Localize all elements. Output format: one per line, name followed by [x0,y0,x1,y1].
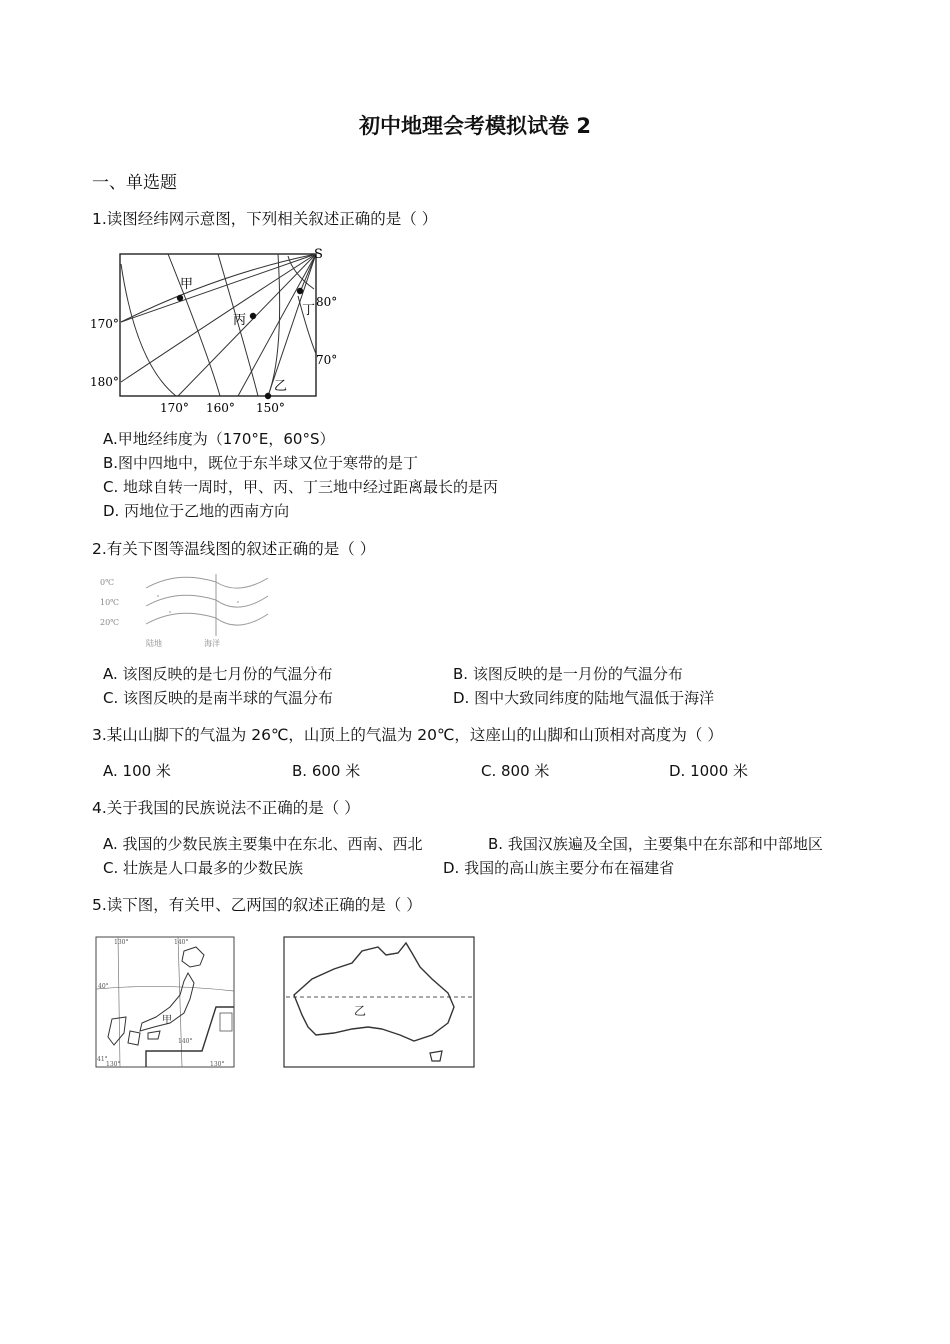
section-heading: 一、单选题 [92,173,177,193]
point-label-yi: 乙 [274,379,288,394]
australia-outline [294,943,454,1041]
q4-option-a: A. 我国的少数民族主要集中在东北、西南、西北 [103,835,423,853]
point-ding [297,288,303,294]
map2-country-label: 乙 [354,1004,367,1018]
q4-option-c: C. 壮族是人口最多的少数民族 [103,859,304,877]
question-3-stem: 3.某山山脚下的气温为 26℃，山顶上的气温为 20℃，这座山的山脚和山顶相对高度为（ ） [92,726,723,744]
meridian-line [168,254,220,396]
lon-label-left: 180° [90,375,119,389]
q1-option-b: B.图中四地中，既位于东半球又位于寒带的是丁 [103,454,419,472]
land-label: 陆地 [146,639,162,648]
q3-option-b: B. 600 米 [292,762,361,780]
pole-label: S [314,247,323,262]
map1-bottom-label: 130° [210,1061,225,1068]
tasmania-outline [430,1051,442,1061]
map1-bottom-label: 130° [106,1061,121,1068]
lat-label-right: 80° [316,295,338,309]
ray-line [121,254,316,322]
question-2-stem: 2.有关下图等温线图的叙述正确的是（ ） [92,540,376,558]
australia-map-figure [282,935,477,1069]
q2-option-c: C. 该图反映的是南半球的气温分布 [103,689,334,707]
map1-left-label: 40° [98,983,109,990]
isotherm-line [146,613,268,625]
map1-top-label: 140° [174,939,189,946]
map1-country-label: 甲 [162,1015,172,1026]
map1-left-label: 41° [97,1056,108,1063]
lon-label-bottom: 160° [206,401,235,415]
isotherm-line [146,595,268,607]
ray-line [268,254,316,396]
ray-line [178,254,316,396]
q3-option-d: D. 1000 米 [669,762,749,780]
lon-label-bottom: 170° [160,401,189,415]
q1-option-c: C. 地球自转一周时，甲、丙、丁三地中经过距离最长的是丙 [103,478,499,496]
question-5-stem: 5.读下图，有关甲、乙两国的叙述正确的是（ ） [92,896,422,914]
q4-option-d: D. 我国的高山族主要分布在福建省 [443,859,675,877]
japan-map-figure [92,933,237,1071]
q2-option-d: D. 图中大致同纬度的陆地气温低于海洋 [453,689,715,707]
isotherm-line [146,577,268,588]
q2-option-b: B. 该图反映的是一月份的气温分布 [453,665,683,683]
graticule-figure [88,244,348,419]
point-yi [265,393,271,399]
q1-option-d: D. 丙地位于乙地的西南方向 [103,502,290,520]
q3-option-a: A. 100 米 [103,762,171,780]
q3-option-c: C. 800 米 [481,762,550,780]
point-label-jia: 甲 [180,277,194,292]
isotherm-label: 10℃ [100,598,120,607]
isotherm-label: 0℃ [100,578,115,587]
question-1-stem: 1.读图经纬网示意图，下列相关叙述正确的是（ ） [92,210,438,228]
isotherm-figure [98,572,273,650]
q1-option-a: A.甲地经纬度为（170°E，60°S） [103,430,335,448]
q2-option-a: A. 该图反映的是七月份的气温分布 [103,665,333,683]
isotherm-label: 20℃ [100,618,120,627]
parallel-line [121,254,316,382]
point-bing [250,313,256,319]
lon-label-left: 170° [90,317,119,331]
ocean-label: 海洋 [204,639,220,648]
lat-label-right: 70° [316,353,338,367]
map1-top-label: 130° [114,939,129,946]
figure-frame [120,254,316,396]
ray-line [238,254,316,396]
meridian-line [268,254,280,396]
point-label-ding: 丁 [302,303,316,318]
question-4-stem: 4.关于我国的民族说法不正确的是（ ） [92,799,360,817]
lon-label-bottom: 150° [256,401,285,415]
point-label-bing: 丙 [233,313,247,328]
page-title: 初中地理会考模拟试卷 2 [359,114,591,138]
map1-bottom-label: 140° [178,1038,193,1045]
point-jia [177,295,183,301]
q4-option-b: B. 我国汉族遍及全国，主要集中在东部和中部地区 [488,835,823,853]
